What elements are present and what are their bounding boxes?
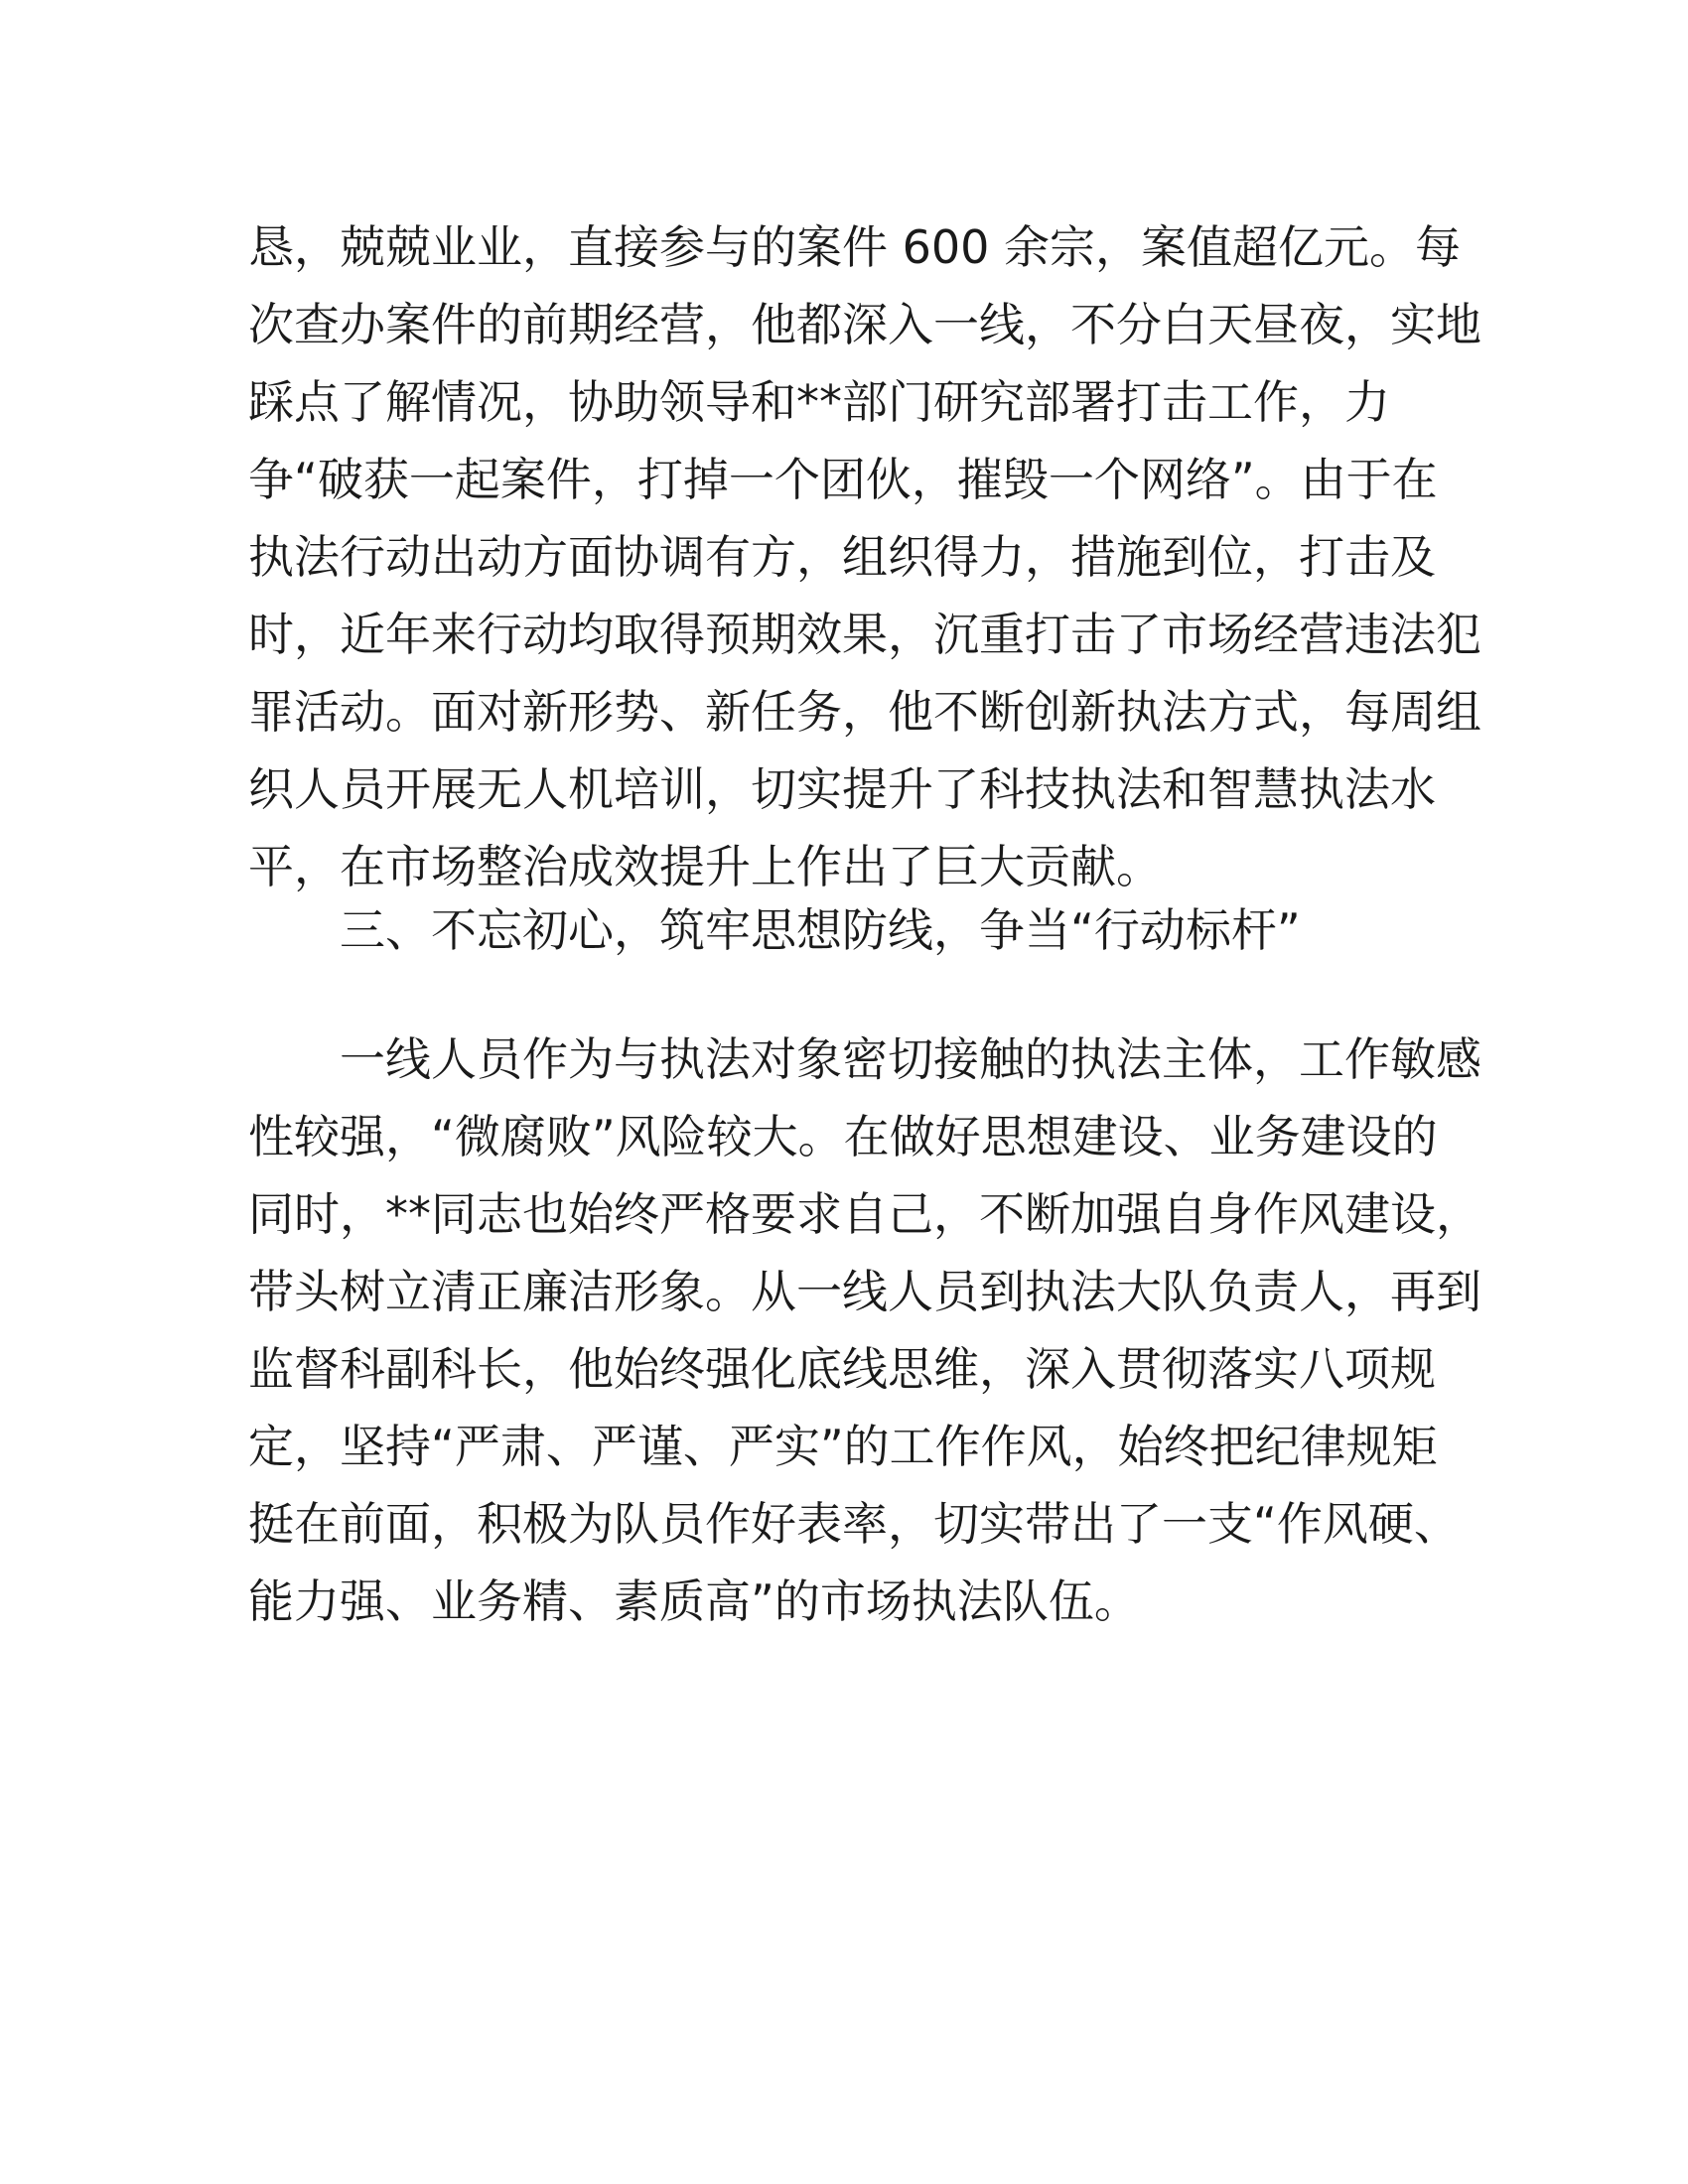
text-line: 能力强、业务精、素质高”的市场执法队伍。 xyxy=(248,1574,1140,1628)
section-heading xyxy=(248,891,1440,969)
text-line: 争“破获一起案件，打掉一个团伙，摧毁一个网络”。由于在 xyxy=(248,453,1438,506)
text-line: 带头树立清正廉洁形象。从一线人员到执法大队负责人，再到 xyxy=(248,1265,1481,1318)
text-line: 定，坚持“严肃、严谨、严实”的工作作风，始终把纪律规矩 xyxy=(248,1420,1438,1473)
text-line: 罪活动。面对新形势、新任务，他不断创新执法方式，每周组 xyxy=(248,685,1481,739)
text-line: 恳，兢兢业业，直接参与的案件 600 余宗，案值超亿元。每 xyxy=(248,220,1462,274)
text-line: 时，近年来行动均取得预期效果，沉重打击了市场经营违法犯 xyxy=(248,608,1481,661)
text-line: 监督科副科长，他始终强化底线思维，深入贯彻落实八项规 xyxy=(248,1342,1436,1396)
text-line: 挺在前面，积极为队员作好表率，切实带出了一支“作风硬、 xyxy=(248,1497,1460,1551)
text-line: 执法行动出动方面协调有方，组织得力，措施到位，打击及 xyxy=(248,530,1436,584)
text-line: 平，在市场整治成效提升上作出了巨大贡献。 xyxy=(248,840,1162,893)
paragraph-enforcement-achievements xyxy=(248,208,1481,905)
paragraph-integrity-conduct xyxy=(248,1021,1481,1640)
text-line: 次查办案件的前期经营，他都深入一线，不分白天昼夜，实地 xyxy=(248,298,1481,351)
text-line: 同时，**同志也始终严格要求自己，不断加强自身作风建设， xyxy=(248,1187,1481,1241)
section-heading-text: 三、不忘初心，筑牢思想防线，争当“行动标杆” xyxy=(340,903,1301,957)
text-line: 一线人员作为与执法对象密切接触的执法主体，工作敏感 xyxy=(340,1032,1481,1086)
text-line: 性较强，“微腐败”风险较大。在做好思想建设、业务建设的 xyxy=(248,1110,1438,1163)
text-line: 织人员开展无人机培训，切实提升了科技执法和智慧执法水 xyxy=(248,762,1436,816)
text-line: 踩点了解情况，协助领导和**部门研究部署打击工作，力 xyxy=(248,375,1390,429)
